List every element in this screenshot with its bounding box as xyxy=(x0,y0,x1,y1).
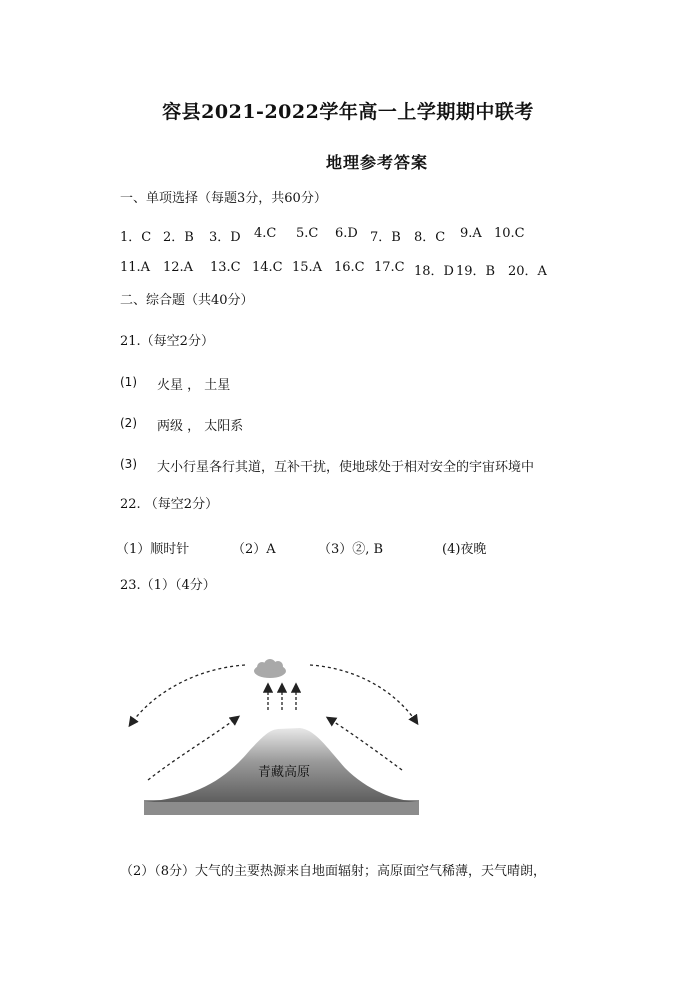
q21-item-number: (2) xyxy=(120,416,137,430)
q22-answer: （1）顺时针 xyxy=(116,542,190,557)
plateau-label: 青藏高原 xyxy=(257,765,311,780)
q21-item-number: (3) xyxy=(120,457,137,471)
section2-heading: 二、综合题（共40分） xyxy=(120,293,254,308)
mc-answer: 1．C xyxy=(120,230,152,245)
q22-label: 22. （每空2分） xyxy=(120,497,219,512)
page-title: 容县2021-2022学年高一上学期期中联考 xyxy=(162,101,534,123)
mc-answer: 20．A xyxy=(508,264,547,279)
mc-answer: 4.C xyxy=(254,226,277,241)
mc-answer: 13.C xyxy=(210,260,241,275)
section1-heading: 一、单项选择（每题3分，共60分） xyxy=(120,191,327,206)
mc-answer: 3．D xyxy=(209,230,241,245)
mc-answer: 2．B xyxy=(163,230,194,245)
q21-item-text: 火星 ， 土星 xyxy=(157,378,231,393)
q21-label: 21.（每空2分） xyxy=(120,334,214,349)
mc-answer: 6.D xyxy=(335,226,358,241)
ground-base xyxy=(144,800,419,815)
mc-answer: 12.A xyxy=(163,260,194,275)
mc-answer: 8．C xyxy=(414,230,446,245)
mc-answer: 14.C xyxy=(252,260,283,275)
right-outflow-arrow xyxy=(310,665,417,723)
plateau-circulation-diagram xyxy=(120,650,440,825)
cloud-icon xyxy=(254,659,286,678)
q21-item-text: 两级 ， 太阳系 xyxy=(157,419,244,434)
mc-answer: 7．B xyxy=(370,230,401,245)
mc-answer: 18．D xyxy=(414,264,454,279)
mc-answer: 10.C xyxy=(494,226,525,241)
mc-answer: 9.A xyxy=(460,226,482,241)
q23-label: 23.（1）（4分） xyxy=(120,578,216,593)
left-outflow-arrow xyxy=(130,665,245,725)
mc-answer: 5.C xyxy=(296,226,319,241)
mc-answer: 17.C xyxy=(374,260,405,275)
q21-item-text: 大小行星各行其道，互补干扰，使地球处于相对安全的宇宙环境中 xyxy=(157,460,535,475)
q22-answer: (4)夜晚 xyxy=(442,542,487,557)
page-subtitle: 地理参考答案 xyxy=(326,153,429,172)
q21-item-number: (1) xyxy=(120,375,137,389)
left-inflow-arrow xyxy=(148,717,238,780)
q22-answer: （3）②, B xyxy=(318,542,384,557)
mc-answer: 16.C xyxy=(334,260,365,275)
rising-air-arrows xyxy=(268,685,296,710)
q22-answer: （2）A xyxy=(232,542,276,557)
mc-answer: 11.A xyxy=(120,260,151,275)
mc-answer: 15.A xyxy=(292,260,323,275)
q23-part2-text: （2）（8分）大气的主要热源来自地面辐射；高原面空气稀薄，天气晴朗， xyxy=(120,864,547,879)
mc-answer: 19．B xyxy=(456,264,496,279)
